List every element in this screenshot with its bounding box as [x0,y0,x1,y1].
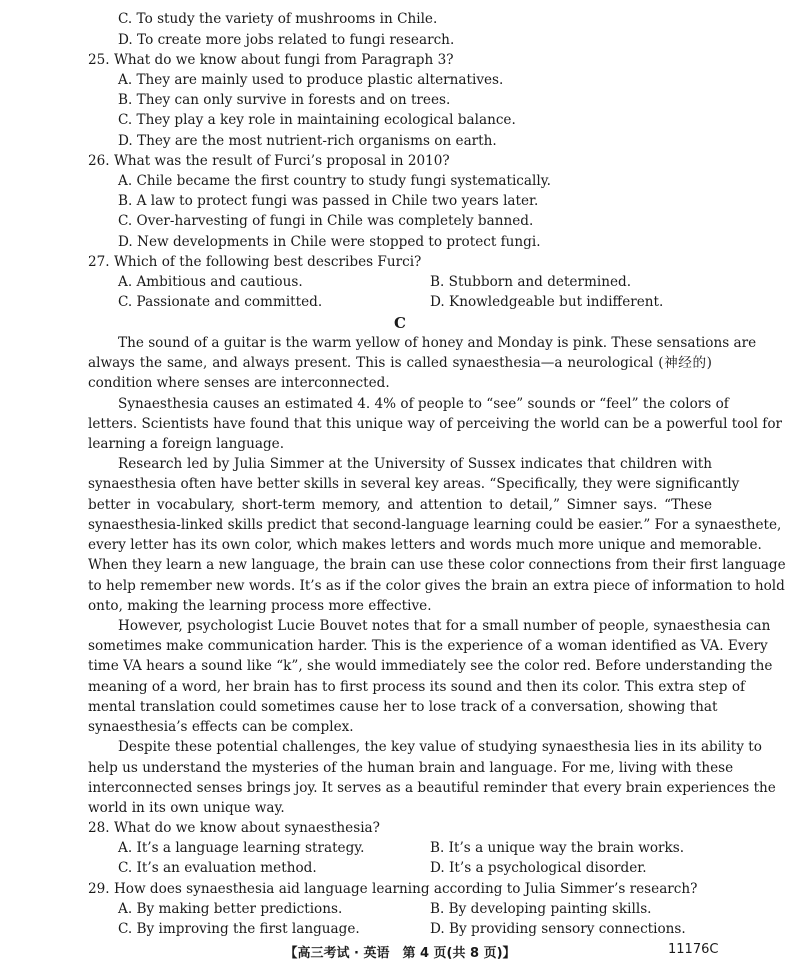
q29-option-b: B. By developing painting skills. [430,901,652,917]
passage-line: However, psychologist Lucie Bouvet notes that for a small number of people, synaesthesia can [118,618,771,634]
passage-line: synaesthesia’s effects can be complex. [88,719,354,735]
q26-option-d: D. New developments in Chile were stopped to protect fungi. [118,234,541,250]
passage-line: world in its own unique way. [88,800,285,816]
passage-line: learning a foreign language. [88,436,285,452]
passage-line: condition where senses are interconnected. [88,375,390,391]
q26-option-c: C. Over-harvesting of fungi in Chile was completely banned. [118,213,534,229]
q28-stem: 28. What do we know about synaesthesia? [88,820,380,836]
passage-line: interconnected senses brings joy. It serves as a beautiful reminder that every brain experiences the [88,780,776,796]
q29-stem: 29. How does synaesthesia aid language learning according to Julia Simmer’s research? [88,881,698,897]
q29-option-c: C. By improving the first language. [118,921,360,937]
q29-option-a: A. By making better predictions. [118,901,343,917]
exam-code: 11176C [668,942,719,957]
passage-line: help us understand the mysteries of the human brain and language. For me, living with these [88,760,734,776]
passage-line: sometimes make communication harder. This is the experience of a woman identified as VA. Every [88,638,768,654]
q25-option-a: A. They are mainly used to produce plastic alternatives. [118,72,504,88]
q28-option-a: A. It’s a language learning strategy. [118,840,365,856]
q25-stem: 25. What do we know about fungi from Paragraph 3? [88,52,454,68]
q28-option-d: D. It’s a psychological disorder. [430,860,647,876]
passage-line: always the same, and always present. This is called synaesthesia—a neurological (神经的) [88,355,712,371]
passage-line: Despite these potential challenges, the key value of studying synaesthesia lies in its ability to [118,739,762,755]
passage-line: Research led by Julia Simmer at the University of Sussex indicates that children with [118,456,712,472]
q25-option-c: C. They play a key role in maintaining ecological balance. [118,112,516,128]
passage-line: onto, making the learning process more effective. [88,598,432,614]
q25-option-b: B. They can only survive in forests and on trees. [118,92,451,108]
q27-option-d: D. Knowledgeable but indifferent. [430,294,664,310]
passage-line: synaesthesia-linked skills predict that second-language learning could be easier.” For a synaesthete, [88,517,782,533]
q27-stem: 27. Which of the following best describes Furci? [88,254,422,270]
q29-option-d: D. By providing sensory connections. [430,921,686,937]
passage-line: mental translation could sometimes cause her to lose track of a conversation, showing that [88,699,718,715]
passage-line: letters. Scientists have found that this unique way of perceiving the world can be a powerful tool for [88,416,783,432]
passage-line: to help remember new words. It’s as if the color gives the brain an extra piece of information to hold [88,578,785,594]
passage-line: When they learn a new language, the brain can use these color connections from their first language [88,557,786,573]
passage-line: synaesthesia often have better skills in several key areas. “Specifically, they were significantly [88,476,740,492]
passage-line: better in vocabulary, short-term memory, and attention to detail,” Simner says. “These [88,497,712,513]
q24-option-c: C. To study the variety of mushrooms in Chile. [118,11,438,27]
passage-line: time VA hears a sound like “k”, she would immediately see the color red. Before understanding the [88,658,773,674]
page-footer: 【高三考试 · 英语 第 4 页(共 8 页)】 [284,946,516,961]
passage-line: every letter has its own color, which makes letters and words much more unique and memorable. [88,537,762,553]
q26-option-a: A. Chile became the first country to study fungi systematically. [118,173,551,189]
passage-line: Synaesthesia causes an estimated 4. 4% of people to “see” sounds or “feel” the colors of [118,396,729,412]
q28-option-b: B. It’s a unique way the brain works. [430,840,685,856]
q28-option-c: C. It’s an evaluation method. [118,860,317,876]
q26-option-b: B. A law to protect fungi was passed in Chile two years later. [118,193,539,209]
q27-option-b: B. Stubborn and determined. [430,274,632,290]
q26-stem: 26. What was the result of Furci’s proposal in 2010? [88,153,450,169]
q27-option-a: A. Ambitious and cautious. [118,274,303,290]
passage-line: The sound of a guitar is the warm yellow of honey and Monday is pink. These sensations are [118,335,757,351]
q25-option-d: D. They are the most nutrient-rich organisms on earth. [118,133,497,149]
passage-line: meaning of a word, her brain has to first process its sound and then its color. This extra step of [88,679,746,695]
q24-option-d: D. To create more jobs related to fungi research. [118,32,455,48]
q27-option-c: C. Passionate and committed. [118,294,323,310]
section-heading: C [394,314,406,332]
